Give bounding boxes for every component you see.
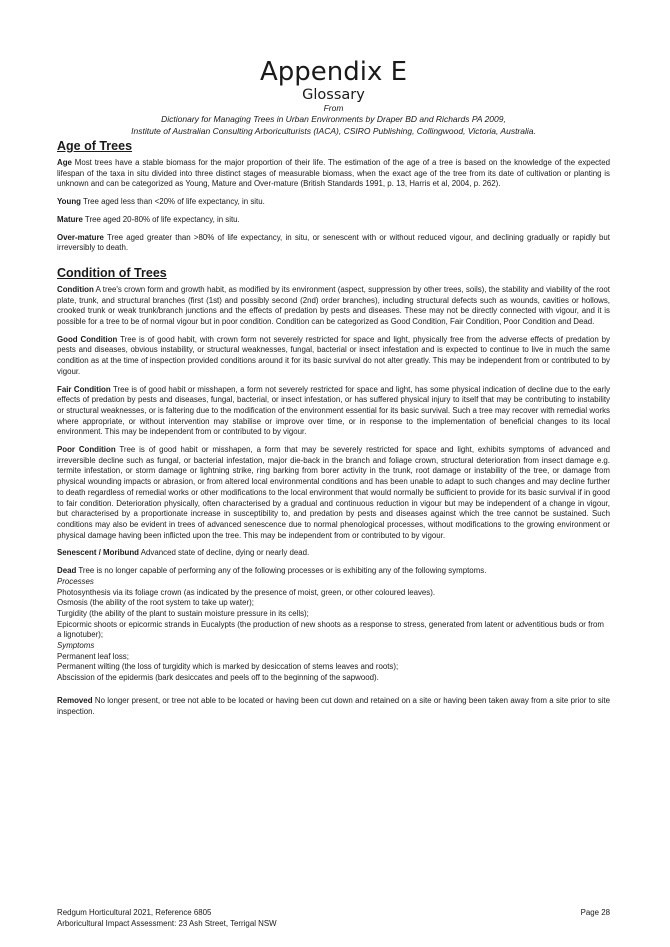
entry-definition: Tree is of good habit or misshapen, a form that may be severely restricted for space and light, exhibits symptoms of advanced and irreversible decline such as fungal, or bacterial infestation, major die-back in the branch and foliage crown, structural deterioration from insect damage e.g. termite infestation, or storm damage or lightning strike, ring barking from borer activity in the trunk, root damage or instability of the tree, or damage from physical wounding impacts or abrasion, or from altered local environmental conditions and has been unable to adapt to such changes and may decline further to death regardless of remedial works or other modifications to the local environment that would normally be sufficient to provide for its basic survival if in good to fair condition. Deterioration physically, often characterised by a gradual and continuous reduction in vigour but may be independent of a change in vigour, but characterised by a proportionate increase in susceptibility to, and predation by pests and diseases against which the tree cannot be sustained. Such conditions may also be evident in trees of advanced senescence due to normal phenological processes, without modifications to the growing environment or physical damage having been inflicted upon the tree. This may be independent from or contributed to by vigour. <box>57 445 610 540</box>
entry-definition: Tree aged greater than >80% of life expectancy, in situ, or senescent with or without reduced vigour, and declining gradually or rapidly but irreversibly to death. <box>57 232 610 253</box>
glossary-entry-fair-condition <box>57 385 610 439</box>
footer-report-title: Arboricultural Impact Assessment: 23 Ash Street, Terrigal NSW <box>57 918 277 928</box>
processes-label: Processes <box>57 576 94 586</box>
entry-term: Over-mature <box>57 232 104 242</box>
entry-definition: Tree is of good habit, with crown form not severely restricted for space and light, physically free from the adverse effects of predation by pests and diseases, obvious instability, or structural weaknesses, fungal, bacterial or insect infestation and is expected to continue to live in much the same condition as at the time of inspection provided conditions around it for its basic survival do not alter greatly. This may be independent from or contributed to by vigour. <box>57 334 610 376</box>
source-reference-line-1: Dictionary for Managing Trees in Urban Environments by Draper BD and Richards PA 2009, <box>161 114 506 124</box>
process-item: Photosynthesis via its foliage crown (as indicated by the presence of moist, green, or other coloured leaves). <box>57 587 436 597</box>
entry-definition: Tree is no longer capable of performing any of the following processes or is exhibiting any of the following symptoms. <box>76 566 487 576</box>
entry-term: Senescent / Moribund <box>57 548 139 558</box>
glossary-entry-age <box>57 158 610 190</box>
page-title: Appendix E <box>259 57 408 87</box>
entry-definition: A tree's crown form and growth habit, as modified by its environment (aspect, suppression by other trees, soils), the stability and viability of the root plate, trunk, and structural branches (first (1st) and possibly second (2nd) order branches), including structural defects such as wounds, cavities or hollows, crooked trunk or weak trunk/branch junctions and the effects of predation by pests and diseases. These may not be directly connected with vigour, and it is possible for a tree to be of normal vigour but in poor condition. Condition can be categorized as Good Condition, Fair Condition, Poor Condition and Dead. <box>57 284 610 327</box>
page-content <box>57 58 610 724</box>
entry-definition: Tree aged 20-80% of life expectancy, in situ. <box>82 214 240 224</box>
glossary-entry-over-mature <box>57 233 610 254</box>
glossary-entry-senescent <box>57 548 610 559</box>
symptom-item: Permanent wilting (the loss of turgidity which is marked by desiccation of stems leaves and roots); <box>57 662 399 672</box>
footer-company-reference: Redgum Horticultural 2021, Reference 6805 <box>57 908 212 917</box>
section-heading-condition: Condition of Trees <box>57 265 167 280</box>
page-subtitle: Glossary <box>302 87 365 103</box>
glossary-entry-young <box>57 197 610 208</box>
entry-definition: No longer present, or tree not able to be located or having been cut down and retained on a site or having been taken away from a site prior to site inspection. <box>57 695 610 716</box>
glossary-entry-good-condition <box>57 335 610 378</box>
glossary-entry-dead <box>57 566 610 684</box>
entry-term: Good Condition <box>57 334 118 344</box>
page-number: Page 28 <box>580 908 610 917</box>
source-reference-line-2: Institute of Australian Consulting Arboriculturists (IACA), CSIRO Publishing, Collingwood, Victoria, Australia. <box>131 125 536 136</box>
dead-intro <box>57 566 610 577</box>
glossary-entry-condition <box>57 285 610 328</box>
entry-term: Dead <box>57 566 77 576</box>
entry-definition: Advanced state of decline, dying or nearly dead. <box>139 548 310 558</box>
entry-term: Young <box>57 197 81 207</box>
section-heading-age: Age of Trees <box>57 139 133 153</box>
process-item: Turgidity (the ability of the plant to sustain moisture pressure in its cells); <box>57 608 309 618</box>
symptom-item: Permanent leaf loss; <box>57 651 129 661</box>
entry-definition: Tree is of good habit or misshapen, a form not severely restricted for space and light, has some physical indication of decline due to the early effects of predation by pests and diseases, fungal, bacterial, or insect infestation, or has suffered physical injury to itself that may be contributing to instability or structural weaknesses, or is faltering due to the modification of the environment essential for its basic survival. Such a tree may recover with remedial works where appropriate, or without intervention may stabilise or improve over time, or in response to the implementation of beneficial changes to its local environment. This may be independent from or contributed to by vigour. <box>57 384 610 437</box>
glossary-entry-mature <box>57 215 610 226</box>
entry-term: Removed <box>57 695 93 705</box>
entry-term: Condition <box>57 284 94 294</box>
entry-term: Fair Condition <box>57 384 111 394</box>
process-item: Osmosis (the ability of the root system to take up water); <box>57 598 254 608</box>
symptoms-label: Symptoms <box>57 641 95 651</box>
entry-term: Age <box>57 158 72 167</box>
process-item: Epicormic shoots or epicormic strands in Eucalypts (the production of new shoots as a response to stress, generated from latent or adventitious buds or from a lignotuber); <box>57 619 604 640</box>
page-footer <box>57 908 610 929</box>
glossary-entry-poor-condition <box>57 445 610 541</box>
condition-entries <box>57 285 610 717</box>
entry-term: Mature <box>57 214 83 224</box>
entry-definition: Tree aged less than <20% of life expectancy, in situ. <box>80 197 265 207</box>
source-from-label: From <box>323 103 344 113</box>
entry-definition: Most trees have a stable biomass for the major proportion of their life. The estimation of the age of a tree is based on the knowledge of the expected lifespan of the taxa in situ divided into three distinct stages of measurable biomass, when the exact age of the tree from its date of cultivation or planting is unknown and can be categorized as Young, Mature and Over-mature (British Standards 1991, p. 13, Harris et al, 2004, p. 262). <box>57 158 610 189</box>
glossary-entry-removed <box>57 696 610 717</box>
age-entries <box>57 158 610 254</box>
entry-term: Poor Condition <box>57 445 116 455</box>
symptom-item: Abscission of the epidermis (bark desiccates and peels off to the beginning of the sapwood). <box>57 673 379 683</box>
